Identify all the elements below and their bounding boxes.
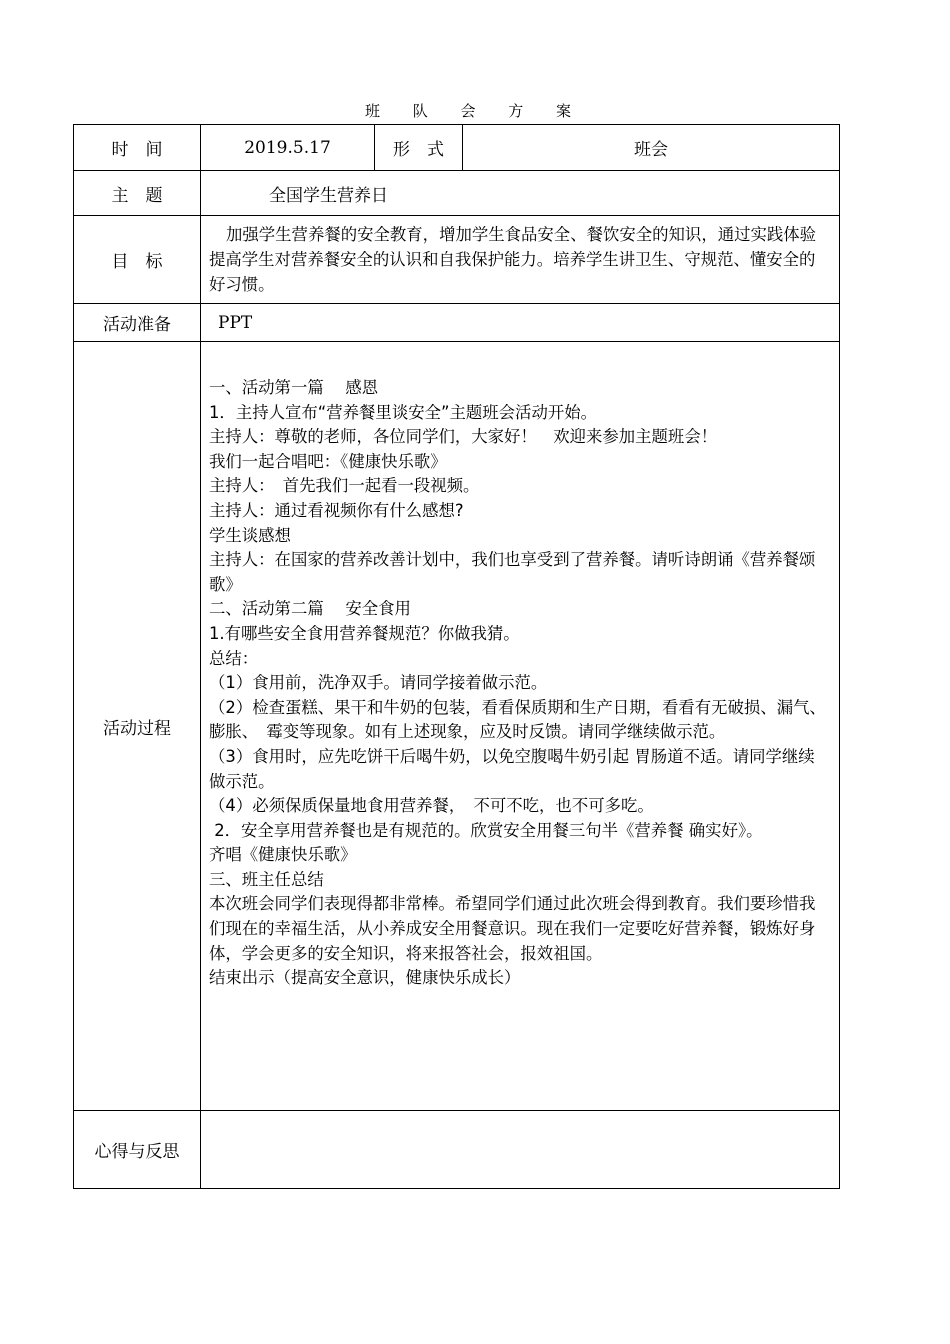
theme-label: 主 题	[74, 171, 201, 216]
reflection-value	[201, 1111, 840, 1189]
document-title: 班 队 会 方 案	[364, 102, 586, 120]
process-line: （2）检查蛋糕、果干和牛奶的包装，看看保质期和生产日期，看看有无破损、漏气、膨胀、 霉变等现象。如有上述现象，应及时反馈。请同学继续做示范。	[209, 697, 826, 742]
table-row-preparation	[74, 304, 840, 342]
process-line: （1）食用前，洗净双手。请同学接着做示范。	[209, 673, 548, 693]
form-label: 形 式	[375, 125, 463, 171]
process-line: 1．主持人宣布“营养餐里谈安全”主题班会活动开始。	[209, 402, 598, 422]
table-row-process	[74, 342, 840, 1111]
process-label: 活动过程	[74, 342, 201, 1111]
process-line: 主持人： 首先我们一起看一段视频。	[209, 476, 480, 496]
process-line: 三、班主任总结	[209, 869, 324, 889]
table-row-goal	[74, 216, 840, 304]
process-line: 2．安全享用营养餐也是有规范的。欣赏安全用餐三句半《营养餐 确实好》。	[209, 820, 763, 840]
process-line: 主持人：在国家的营养改善计划中，我们也享受到了营养餐。请听诗朗诵《营养餐颂歌》	[209, 550, 816, 594]
form-value: 班会	[463, 125, 840, 171]
process-content	[201, 342, 840, 1111]
preparation-label: 活动准备	[74, 304, 201, 342]
goal-value: 加强学生营养餐的安全教育，增加学生食品安全、餐饮安全的知识，通过实践体验提高学生对营养餐安全的认识和自我保护能力。培养学生讲卫生、守规范、懂安全的好习惯。	[201, 216, 840, 304]
time-value: 2019.5.17	[201, 125, 375, 171]
goal-label: 目 标	[74, 216, 201, 304]
theme-value: 全国学生营养日	[201, 171, 840, 216]
process-line: （4）必须保质保量地食用营养餐， 不可不吃，也不可多吃。	[209, 796, 654, 816]
process-line: 学生谈感想	[209, 525, 291, 545]
process-line: 结束出示（提高安全意识，健康快乐成长）	[209, 968, 521, 988]
process-line: 总结：	[209, 648, 259, 668]
time-label: 时 间	[74, 125, 201, 171]
process-line: 主持人：尊敬的老师，各位同学们，大家好！ 欢迎来参加主题班会！	[209, 427, 718, 447]
reflection-label: 心得与反思	[74, 1111, 201, 1189]
table-row-time	[74, 125, 840, 171]
process-line: 我们一起合唱吧：《健康快乐歌》	[209, 451, 447, 471]
process-line: 主持人：通过看视频你有什么感想?	[209, 500, 464, 520]
table-row-theme	[74, 171, 840, 216]
preparation-value: PPT	[201, 304, 840, 342]
process-line: 二、活动第二篇 安全食用	[209, 599, 411, 619]
process-line: （3）食用时，应先吃饼干后喝牛奶，以免空腹喝牛奶引起 胃肠道不适。请同学继续做示范。	[209, 746, 815, 791]
process-line: 一、活动第一篇 感恩	[209, 378, 379, 397]
class-meeting-plan-table	[73, 124, 840, 1189]
table-row-reflection	[74, 1111, 840, 1189]
process-line: 1.有哪些安全食用营养餐规范？你做我猜。	[209, 623, 520, 643]
process-line: 齐唱《健康快乐歌》	[209, 845, 357, 865]
process-line: 本次班会同学们表现得都非常棒。希望同学们通过此次班会得到教育。我们要珍惜我们现在的幸福生活，从小养成安全用餐意识。现在我们一定要吃好营养餐，锻炼好身体，学会更多的安全知识，将来报答社会，报效祖国。	[209, 894, 816, 963]
